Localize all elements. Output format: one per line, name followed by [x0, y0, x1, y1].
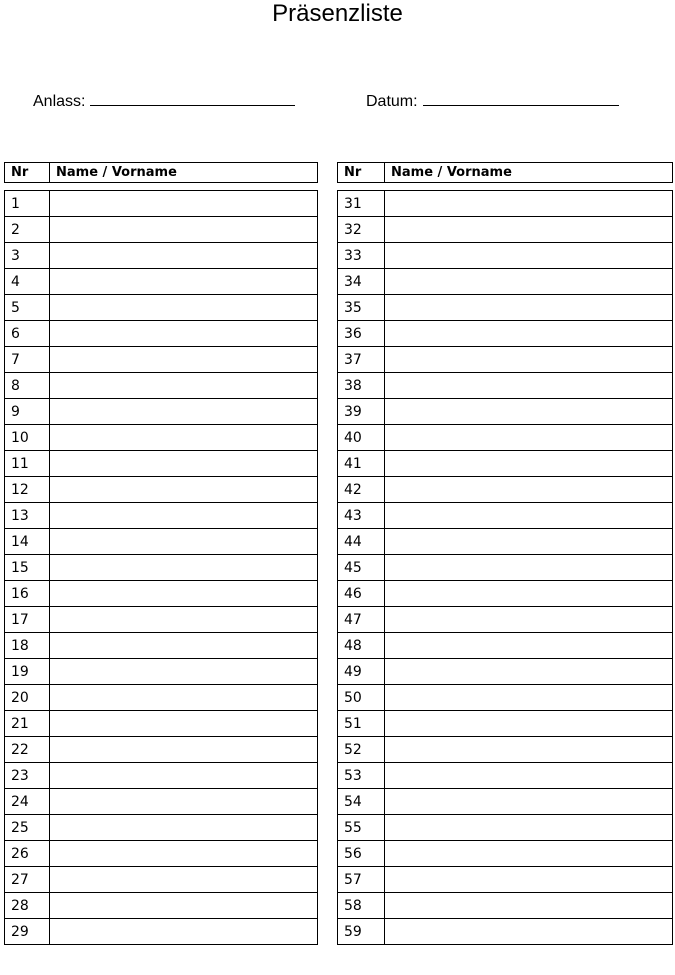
attendance-table-right — [337, 190, 673, 945]
table-row — [5, 321, 318, 347]
table-row — [338, 893, 673, 919]
row-number: 16 — [5, 581, 50, 607]
column-header-nr: Nr — [5, 163, 50, 183]
row-number: 10 — [5, 425, 50, 451]
row-number: 41 — [338, 451, 385, 477]
datum-field — [366, 87, 619, 113]
row-number: 54 — [338, 789, 385, 815]
table-row — [5, 477, 318, 503]
table-row — [338, 529, 673, 555]
row-number: 2 — [5, 217, 50, 243]
row-number: 45 — [338, 555, 385, 581]
table-row — [338, 737, 673, 763]
table-row — [5, 867, 318, 893]
table-row — [338, 477, 673, 503]
row-number: 50 — [338, 685, 385, 711]
name-cell[interactable] — [50, 607, 318, 633]
datum-input-line[interactable] — [423, 87, 619, 106]
row-number: 48 — [338, 633, 385, 659]
row-number: 55 — [338, 815, 385, 841]
row-number: 9 — [5, 399, 50, 425]
name-cell[interactable] — [50, 191, 318, 217]
table-row — [338, 503, 673, 529]
table-row — [338, 841, 673, 867]
name-cell[interactable] — [385, 815, 673, 841]
name-cell[interactable] — [385, 607, 673, 633]
table-row — [338, 815, 673, 841]
name-cell[interactable] — [50, 321, 318, 347]
row-number: 3 — [5, 243, 50, 269]
table-row — [338, 711, 673, 737]
row-number: 19 — [5, 659, 50, 685]
table-row — [5, 893, 318, 919]
table-row — [338, 269, 673, 295]
row-number: 47 — [338, 607, 385, 633]
row-number: 39 — [338, 399, 385, 425]
table-row — [5, 737, 318, 763]
row-number: 51 — [338, 711, 385, 737]
row-number: 21 — [5, 711, 50, 737]
name-cell[interactable] — [50, 867, 318, 893]
table-row — [5, 243, 318, 269]
table-row — [338, 919, 673, 945]
table-row — [5, 451, 318, 477]
name-cell[interactable] — [50, 477, 318, 503]
table-row — [338, 243, 673, 269]
name-cell[interactable] — [385, 503, 673, 529]
header-row — [338, 163, 673, 183]
name-cell[interactable] — [50, 217, 318, 243]
name-cell[interactable] — [385, 347, 673, 373]
name-cell[interactable] — [385, 633, 673, 659]
row-number: 46 — [338, 581, 385, 607]
right-table-header — [337, 162, 673, 183]
name-cell[interactable] — [385, 919, 673, 945]
name-cell[interactable] — [50, 373, 318, 399]
name-cell[interactable] — [50, 581, 318, 607]
row-number: 33 — [338, 243, 385, 269]
table-row — [338, 191, 673, 217]
name-cell[interactable] — [50, 659, 318, 685]
table-row — [338, 867, 673, 893]
name-cell[interactable] — [385, 243, 673, 269]
name-cell[interactable] — [50, 451, 318, 477]
row-number: 31 — [338, 191, 385, 217]
table-row — [5, 841, 318, 867]
table-row — [5, 373, 318, 399]
table-row — [5, 503, 318, 529]
name-cell[interactable] — [50, 269, 318, 295]
row-number: 40 — [338, 425, 385, 451]
table-row — [338, 581, 673, 607]
column-header-name: Name / Vorname — [385, 163, 673, 183]
row-number: 58 — [338, 893, 385, 919]
name-cell[interactable] — [50, 685, 318, 711]
row-number: 59 — [338, 919, 385, 945]
table-row — [5, 399, 318, 425]
row-number: 17 — [5, 607, 50, 633]
table-row — [5, 269, 318, 295]
name-cell[interactable] — [385, 295, 673, 321]
row-number: 56 — [338, 841, 385, 867]
table-row — [5, 711, 318, 737]
table-row — [5, 685, 318, 711]
row-number: 37 — [338, 347, 385, 373]
column-header-name: Name / Vorname — [50, 163, 318, 183]
name-cell[interactable] — [385, 581, 673, 607]
row-number: 26 — [5, 841, 50, 867]
row-number: 22 — [5, 737, 50, 763]
table-row — [5, 815, 318, 841]
name-cell[interactable] — [385, 789, 673, 815]
table-row — [5, 789, 318, 815]
name-cell[interactable] — [385, 763, 673, 789]
name-cell[interactable] — [50, 529, 318, 555]
name-cell[interactable] — [50, 711, 318, 737]
table-row — [338, 451, 673, 477]
name-cell[interactable] — [50, 503, 318, 529]
anlass-label: Anlass: — [33, 93, 86, 110]
name-cell[interactable] — [385, 373, 673, 399]
row-number: 23 — [5, 763, 50, 789]
row-number: 8 — [5, 373, 50, 399]
name-cell[interactable] — [385, 867, 673, 893]
row-number: 20 — [5, 685, 50, 711]
row-number: 18 — [5, 633, 50, 659]
row-number: 29 — [5, 919, 50, 945]
name-cell[interactable] — [385, 659, 673, 685]
table-row — [338, 295, 673, 321]
name-cell[interactable] — [385, 893, 673, 919]
row-number: 38 — [338, 373, 385, 399]
name-cell[interactable] — [50, 789, 318, 815]
name-cell[interactable] — [50, 893, 318, 919]
row-number: 6 — [5, 321, 50, 347]
table-row — [338, 321, 673, 347]
name-cell[interactable] — [385, 399, 673, 425]
name-cell[interactable] — [385, 425, 673, 451]
table-row — [338, 217, 673, 243]
name-cell[interactable] — [50, 425, 318, 451]
name-cell[interactable] — [385, 685, 673, 711]
row-number: 13 — [5, 503, 50, 529]
name-cell[interactable] — [385, 711, 673, 737]
table-row — [5, 633, 318, 659]
table-row — [5, 555, 318, 581]
row-number: 35 — [338, 295, 385, 321]
name-cell[interactable] — [385, 477, 673, 503]
attendance-table-left — [4, 190, 318, 945]
table-row — [5, 581, 318, 607]
table-row — [338, 399, 673, 425]
row-number: 28 — [5, 893, 50, 919]
table-row — [338, 763, 673, 789]
table-row — [5, 425, 318, 451]
row-number: 1 — [5, 191, 50, 217]
column-header-nr: Nr — [338, 163, 385, 183]
row-number: 14 — [5, 529, 50, 555]
table-row — [338, 685, 673, 711]
row-number: 44 — [338, 529, 385, 555]
datum-label: Datum: — [366, 93, 418, 110]
table-row — [338, 659, 673, 685]
name-cell[interactable] — [385, 529, 673, 555]
name-cell[interactable] — [385, 321, 673, 347]
row-number: 24 — [5, 789, 50, 815]
table-row — [5, 659, 318, 685]
table-row — [338, 555, 673, 581]
name-cell[interactable] — [50, 633, 318, 659]
table-row — [5, 529, 318, 555]
name-cell[interactable] — [385, 841, 673, 867]
row-number: 12 — [5, 477, 50, 503]
table-row — [338, 347, 673, 373]
name-cell[interactable] — [50, 841, 318, 867]
table-row — [5, 763, 318, 789]
row-number: 43 — [338, 503, 385, 529]
name-cell[interactable] — [50, 243, 318, 269]
name-cell[interactable] — [385, 217, 673, 243]
name-cell[interactable] — [50, 815, 318, 841]
table-row — [5, 295, 318, 321]
header-row — [5, 163, 318, 183]
name-cell[interactable] — [50, 555, 318, 581]
row-number: 57 — [338, 867, 385, 893]
name-cell[interactable] — [385, 191, 673, 217]
name-cell[interactable] — [50, 737, 318, 763]
row-number: 42 — [338, 477, 385, 503]
name-cell[interactable] — [385, 451, 673, 477]
row-number: 32 — [338, 217, 385, 243]
row-number: 53 — [338, 763, 385, 789]
name-cell[interactable] — [50, 399, 318, 425]
name-cell[interactable] — [50, 919, 318, 945]
table-row — [5, 347, 318, 373]
anlass-field — [33, 87, 295, 113]
table-row — [338, 607, 673, 633]
table-row — [5, 191, 318, 217]
name-cell[interactable] — [385, 737, 673, 763]
table-row — [338, 633, 673, 659]
page-title: Präsenzliste — [272, 0, 403, 27]
row-number: 34 — [338, 269, 385, 295]
table-row — [5, 919, 318, 945]
row-number: 11 — [5, 451, 50, 477]
table-row — [338, 373, 673, 399]
name-cell[interactable] — [50, 347, 318, 373]
row-number: 52 — [338, 737, 385, 763]
left-table-header — [4, 162, 318, 183]
table-row — [5, 217, 318, 243]
anlass-input-line[interactable] — [90, 87, 295, 106]
table-row — [338, 425, 673, 451]
table-row — [338, 789, 673, 815]
name-cell[interactable] — [50, 295, 318, 321]
table-row — [5, 607, 318, 633]
name-cell[interactable] — [385, 555, 673, 581]
row-number: 36 — [338, 321, 385, 347]
row-number: 27 — [5, 867, 50, 893]
row-number: 49 — [338, 659, 385, 685]
row-number: 5 — [5, 295, 50, 321]
row-number: 7 — [5, 347, 50, 373]
name-cell[interactable] — [50, 763, 318, 789]
row-number: 4 — [5, 269, 50, 295]
row-number: 25 — [5, 815, 50, 841]
name-cell[interactable] — [385, 269, 673, 295]
row-number: 15 — [5, 555, 50, 581]
